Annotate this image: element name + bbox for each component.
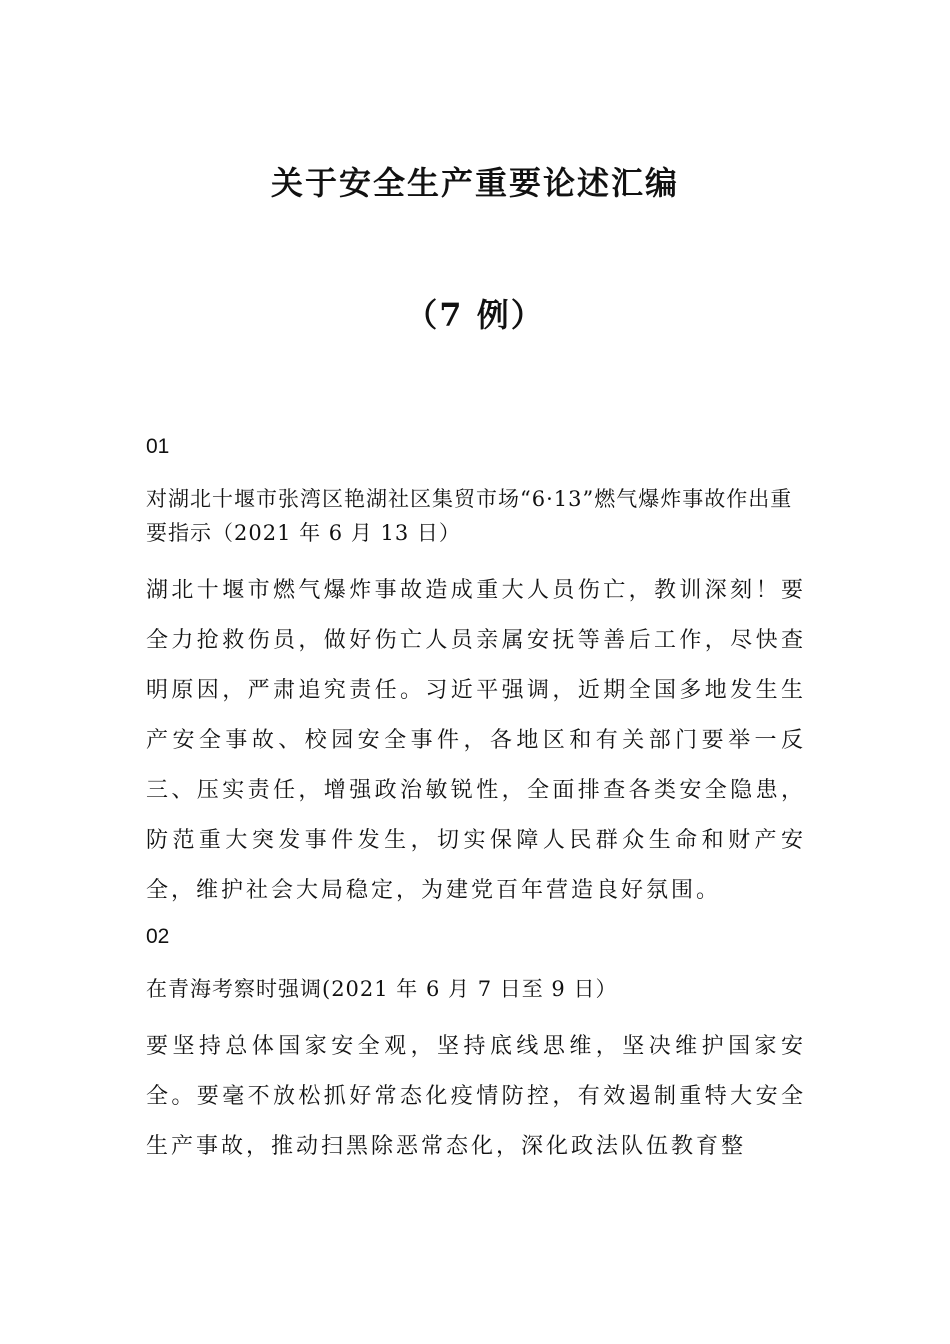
- document-content: [146, 430, 806, 1176]
- document-subtitle: （7 例）: [405, 296, 545, 334]
- section-number: 01: [146, 435, 170, 458]
- section-body: 要坚持总体国家安全观，坚持底线思维，坚决维护国家安全。要毫不放松抓好常态化疫情防控，有效遏制重特大安全生产事故，推动扫黑除恶常态化，深化政法队伍教育整: [146, 1034, 806, 1159]
- document-title: 关于安全生产重要论述汇编: [270, 164, 679, 202]
- section-body: 湖北十堰市燃气爆炸事故造成重大人员伤亡，教训深刻！要全力抢救伤员，做好伤亡人员亲属安抚等善后工作，尽快查明原因，严肃追究责任。习近平强调，近期全国多地发生生产安全事故、校园安全事件，各地区和有关部门要举一反三、压实责任，增强政治敏锐性，全面排查各类安全隐患，防范重大突发事件发生，切实保障人民群众生命和财产安全，维护社会大局稳定，为建党百年营造良好氛围。: [146, 578, 806, 903]
- section-heading: 对湖北十堰市张湾区艳湖社区集贸市场“6·13”燃气爆炸事故作出重要指示（2021 年 6 月 13 日）: [146, 487, 793, 545]
- section-01: [146, 430, 806, 916]
- section-heading: 在青海考察时强调(2021 年 6 月 7 日至 9 日）: [146, 977, 618, 1001]
- section-02: [146, 920, 806, 1172]
- section-number: 02: [146, 925, 170, 948]
